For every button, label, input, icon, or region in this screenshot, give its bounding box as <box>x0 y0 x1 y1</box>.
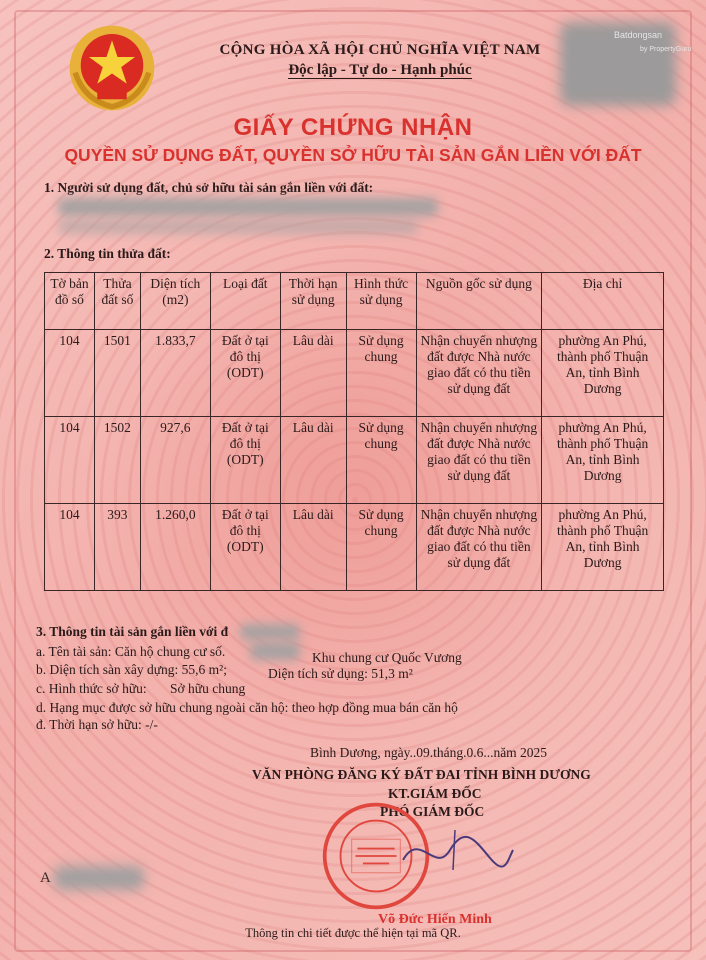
deputy-director-title: PHÓ GIÁM ĐỐC <box>380 804 485 819</box>
place-date: Bình Dương, ngày..09.tháng.0.6...năm 2025 <box>310 745 548 760</box>
land-parcel-table <box>44 272 664 591</box>
column-header: Tờ bản đồ số <box>45 273 95 330</box>
column-header: Hình thức sử dụng <box>346 273 416 330</box>
nation-heading: CỘNG HÒA XÃ HỘI CHỦ NGHĨA VIỆT NAM <box>219 42 541 58</box>
director-title: KT.GIÁM ĐỐC <box>388 786 482 801</box>
table-cell: 1502 <box>94 417 140 504</box>
asset-name-label: a. Tên tài sản: Căn hộ chung cư số. <box>36 644 226 659</box>
column-header: Loại đất <box>210 273 280 330</box>
motto-text: Độc lập - Tự do - Hạnh phúc <box>288 62 472 78</box>
construction-area: b. Diện tích sàn xây dựng: 55,6 m²; <box>36 662 227 677</box>
table-cell: Đất ở tại đô thị (ODT) <box>210 330 280 417</box>
table-row <box>45 504 664 591</box>
table-cell: 104 <box>45 417 95 504</box>
redacted-owner-id <box>58 220 418 234</box>
qr-footer-note: Thông tin chi tiết được thể hiện tại mã QR. <box>245 926 461 940</box>
table-cell: phường An Phú, thành phố Thuận An, tỉnh Bình Dương <box>542 330 664 417</box>
ownership-form-value: Sở hữu chung <box>170 681 246 696</box>
table-cell: Đất ở tại đô thị (ODT) <box>210 417 280 504</box>
table-cell: phường An Phú, thành phố Thuận An, tỉnh Bình Dương <box>542 504 664 591</box>
table-cell: Sử dụng chung <box>346 504 416 591</box>
watermark-text: Batdongsan <box>614 30 663 40</box>
section2-heading: 2. Thông tin thửa đất: <box>44 246 171 261</box>
table-cell: Nhận chuyển nhượng đất được Nhà nước giao đất có thu tiền sử dụng đất <box>416 330 542 417</box>
column-header: Địa chỉ <box>542 273 664 330</box>
table-header-row <box>45 273 664 330</box>
redacted-owner-name <box>58 198 438 216</box>
table-cell: Lâu dài <box>280 504 346 591</box>
usable-area: Diện tích sử dụng: 51,3 m² <box>268 666 413 681</box>
table-row <box>45 330 664 417</box>
redacted-apartment-number <box>250 642 300 660</box>
table-cell: 104 <box>45 330 95 417</box>
column-header: Diện tích (m2) <box>140 273 210 330</box>
redacted-asset-owner <box>240 624 300 640</box>
asset-name-value: Khu chung cư Quốc Vương <box>312 650 462 665</box>
table-cell: Sử dụng chung <box>346 417 416 504</box>
table-cell: Nhận chuyển nhượng đất được Nhà nước giao đất có thu tiền sử dụng đất <box>416 504 542 591</box>
redacted-serial-number <box>54 866 144 890</box>
table-cell: 1501 <box>94 330 140 417</box>
table-row <box>45 417 664 504</box>
table-cell: 393 <box>94 504 140 591</box>
column-header: Nguồn gốc sử dụng <box>416 273 542 330</box>
watermark-subtext: by PropertyGuru <box>640 46 692 53</box>
serial-prefix: A <box>40 870 51 886</box>
section3-heading: 3. Thông tin tài sản gắn liền với đ <box>36 624 229 639</box>
table-cell: 927,6 <box>140 417 210 504</box>
table-cell: 1.260,0 <box>140 504 210 591</box>
shared-items: d. Hạng mục được sở hữu chung ngoài căn hộ: theo hợp đồng mua bán căn hộ <box>36 700 458 715</box>
ownership-term: đ. Thời hạn sở hữu: -/- <box>36 717 158 732</box>
table-cell: Lâu dài <box>280 330 346 417</box>
signature-icon <box>395 820 515 880</box>
table-cell: Sử dụng chung <box>346 330 416 417</box>
issuing-office: VĂN PHÒNG ĐĂNG KÝ ĐẤT ĐAI TỈNH BÌNH DƯƠNG <box>252 767 591 782</box>
table-cell: Đất ở tại đô thị (ODT) <box>210 504 280 591</box>
table-cell: Nhận chuyển nhượng đất được Nhà nước giao đất có thu tiền sử dụng đất <box>416 417 542 504</box>
certificate-title: GIẤY CHỨNG NHẬN <box>233 114 473 141</box>
motto <box>70 62 690 79</box>
column-header: Thửa đất số <box>94 273 140 330</box>
column-header: Thời hạn sử dụng <box>280 273 346 330</box>
certificate-subtitle: QUYỀN SỬ DỤNG ĐẤT, QUYỀN SỞ HỮU TÀI SẢN GẮN LIỀN VỚI ĐẤT <box>64 145 642 165</box>
table-cell: 104 <box>45 504 95 591</box>
table-cell: phường An Phú, thành phố Thuận An, tỉnh Bình Dương <box>542 417 664 504</box>
signer-name: Võ Đức Hiển Minh <box>378 912 492 927</box>
section1-heading: 1. Người sử dụng đất, chủ sở hữu tài sản gắn liền với đất: <box>44 180 374 195</box>
table-cell: 1.833,7 <box>140 330 210 417</box>
table-cell: Lâu dài <box>280 417 346 504</box>
ownership-form-label: c. Hình thức sở hữu: <box>36 681 147 696</box>
